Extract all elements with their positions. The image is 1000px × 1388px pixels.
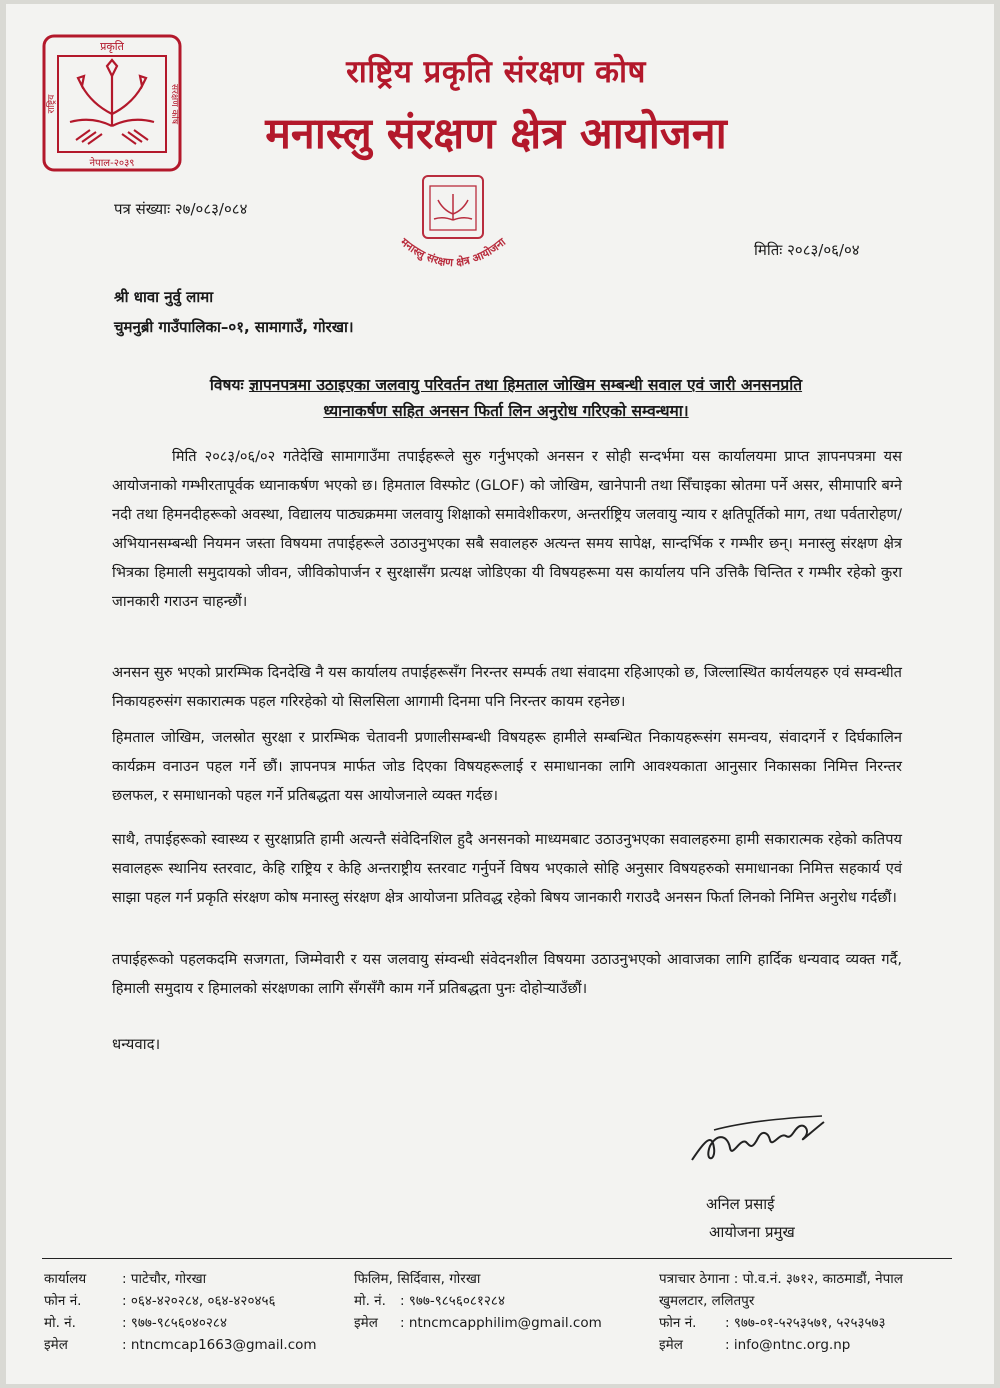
footer-mobile: : ९७७-९८५६०८१२८४ (400, 1293, 505, 1309)
footer-column-postal (659, 1268, 903, 1356)
footer-label: मो. नं. (44, 1315, 76, 1331)
logo-left-text: राष्ट्रिय (47, 94, 57, 114)
paragraph-4: साथै, तपाईहरूको स्वास्थ्य र सुरक्षाप्रति हामी अत्यन्तै संवेदिनशिल हुदै अनसनको माध्यमबाट उठाउनुभएका सवालहरुमा हामी सकारात्मक रहेको कतिपय सवालहरू स्थानिय स्तरवाट, केहि राष्ट्रिय र केहि अन्तराष्ट्रीय स्तरवाट गर्नुपर्ने विषय भएकाले सोहि अनुसार विषयहरुको समाधानका निमित्त सहकार्य एवं साझा पहल गर्न प्रकृति संरक्षण कोष मनास्लु संरक्षण क्षेत्र आयोजना प्रतिवद्ध रहेको बिषय जानकारी गराउदै अनसन फिर्ता लिनको निमित्त अनुरोध गर्दछौं। (112, 831, 902, 906)
footer-label: इमेल (354, 1315, 378, 1331)
subject (146, 372, 866, 424)
logo-bottom-text: नेपाल-२०३९ (89, 158, 135, 169)
recipient-name: श्री धावा नुर्वु लामा (114, 288, 214, 306)
signer-title: आयोजना प्रमुख (709, 1223, 795, 1241)
svg-text:मनास्लु संरक्षण क्षेत्र आयोजना (397, 235, 509, 269)
footer-label: फोन नं. (659, 1315, 697, 1331)
subject-line-2: ध्यानाकर्षण सहित अनसन फिर्ता लिन अनुरोध गरिएको सम्वन्धमा। (323, 402, 689, 420)
handwritten-signature (684, 1102, 834, 1172)
footer-divider (42, 1258, 952, 1259)
reference-number: पत्र संख्याः २७/०८३/०८४ (114, 200, 248, 218)
footer-label: फोन नं. (44, 1293, 82, 1309)
footer-label: मो. नं. (354, 1293, 386, 1309)
office-stamp (378, 172, 528, 292)
footer-phone: : ०६४-४२०२८४, ०६४-४२०४५६ (122, 1293, 276, 1309)
footer-place: फिलिम, सिर्दिवास, गोरखा (354, 1271, 481, 1287)
paragraph-3: हिमताल जोखिम, जलस्रोत सुरक्षा र प्रारम्भिक चेतावनी प्रणालीसम्बन्धी विषयहरू हामीले सम्बन्धित निकायहरूसंग समन्वय, संवादगर्ने र दिर्घकालिन कार्यक्रम वनाउन पहल गर्ने छौं। ज्ञापनपत्र मार्फत जोड दिएका विषयहरूलाई र समाधानका लागि आवश्यकाता आनुसार निकासका निमित्त निरन्तर छलफल, र समाधानको पहल गर्ने प्रतिबद्धता यस आयोजनाले व्यक्त गर्दछ। (112, 729, 902, 804)
logo-right-text: संरक्षण कोष (169, 83, 179, 125)
signer-name: अनिल प्रसाई (706, 1195, 775, 1213)
organization-logo (42, 34, 182, 172)
footer-postal: : पो.व.नं. ३७१२, काठमाडौं, नेपाल (733, 1271, 903, 1287)
footer-office: : पाटेचौर, गोरखा (122, 1271, 207, 1287)
footer-label: इमेल (44, 1337, 68, 1353)
project-name: मनास्लु संरक्षण क्षेत्र आयोजना (265, 109, 727, 159)
footer-email: : ntncmcap1663@gmail.com (122, 1337, 317, 1353)
footer-email: : info@ntnc.org.np (725, 1337, 851, 1353)
logo-top-text: प्रकृति (100, 40, 124, 53)
organization-name: राष्ट्रिय प्रकृति संरक्षण कोष (346, 54, 646, 90)
stamp-arc-text: मनास्लु संरक्षण क्षेत्र आयोजना (397, 235, 509, 270)
paragraph-2: अनसन सुरु भएको प्रारम्भिक दिनदेखि नै यस कार्यालय तपाईहरूसँग निरन्तर सम्पर्क तथा संवादमा रहिआएको छ, जिल्लास्थित कार्यलयहरु एवं सम्वन्धीत निकायहरुसंग सकारात्मक पहल गरिरहेको यो सिलसिला आगामी दिनमा पनि निरन्तर कायम रहनेछ। (112, 664, 902, 710)
footer-label: इमेल (659, 1337, 683, 1353)
footer-phone: : ९७७-०१-५२५३५७१, ५२५३५७३ (725, 1315, 886, 1331)
footer-email: : ntncmcapphilim@gmail.com (400, 1315, 602, 1331)
subject-line-1: ज्ञापनपत्रमा उठाइएका जलवायु परिवर्तन तथा हिमताल जोखिम सम्बन्धी सवाल एवं जारी अनसनप्रति (249, 376, 803, 394)
subject-label: विषयः (209, 376, 244, 394)
footer-label: कार्यालय (44, 1271, 87, 1287)
footer-column-office (44, 1268, 317, 1356)
recipient-address: चुमनुब्री गाउँपालिका–०१, सामागाउँ, गोरखा। (114, 318, 354, 336)
paragraph-5: तपाईहरूको पहलकदमि सजगता, जिम्मेवारी र यस जलवायु संम्वन्धी संवेदनशील विषयमा उठाउनुभएको आवाजका लागि हार्दिक धन्यवाद व्यक्त गर्दै, हिमाली समुदाय र हिमालको संरक्षणका लागि सँगसँगै काम गर्ने प्रतिबद्धता पुनः दोहोऱ्याउँछौं। (112, 951, 902, 997)
paragraph-1: मिति २०८३/०६/०२ गतेदेखि सामागाउँमा तपाईहरूले सुरु गर्नुभएको अनसन र सोही सन्दर्भमा यस कार्यालयमा प्राप्त ज्ञापनपत्रमा यस आयोजनाको गम्भीरतापूर्वक ध्यानाकर्षण भएको छ। हिमताल विस्फोट (GLOF) को जोखिम, खानेपानी तथा सिँचाइका स्रोतमा पर्ने असर, सीमापारि बग्ने नदी तथा हिमनदीहरूको अवस्था, विद्यालय पाठ्यक्रममा जलवायु शिक्षाको समावेशीकरण, अन्तर्राष्ट्रिय जलवायु न्याय र क्षतिपूर्तिको माग, तथा पर्वतारोहण/अभियानसम्बन्धी नियमन जस्ता विषयमा तपाईहरूले उठाउनुभएका सबै सवालहरु अत्यन्त समय सापेक्ष, सान्दर्भिक र गम्भीर छन्। मनास्लु संरक्षण क्षेत्र भित्रका हिमाली समुदायको जीवन, जीविकोपार्जन र सुरक्षासँग प्रत्यक्ष जोडिएका यी विषयहरूमा यस कार्यालय पनि उत्तिकै चिन्तित र गम्भीर रहेको कुरा जानकारी गराउन चाहन्छौं। (112, 448, 902, 610)
footer-column-philim (354, 1268, 602, 1334)
closing: धन्यवाद। (112, 1035, 161, 1053)
letter-date: मितिः २०८३/०६/०४ (754, 241, 860, 259)
footer-mobile: : ९७७-९८५६०४०२८४ (122, 1315, 227, 1331)
letter-page (6, 4, 994, 1384)
footer-label: पत्राचार ठेगाना (659, 1271, 730, 1287)
footer-postal-line2: खुमलटार, ललितपुर (659, 1293, 755, 1309)
